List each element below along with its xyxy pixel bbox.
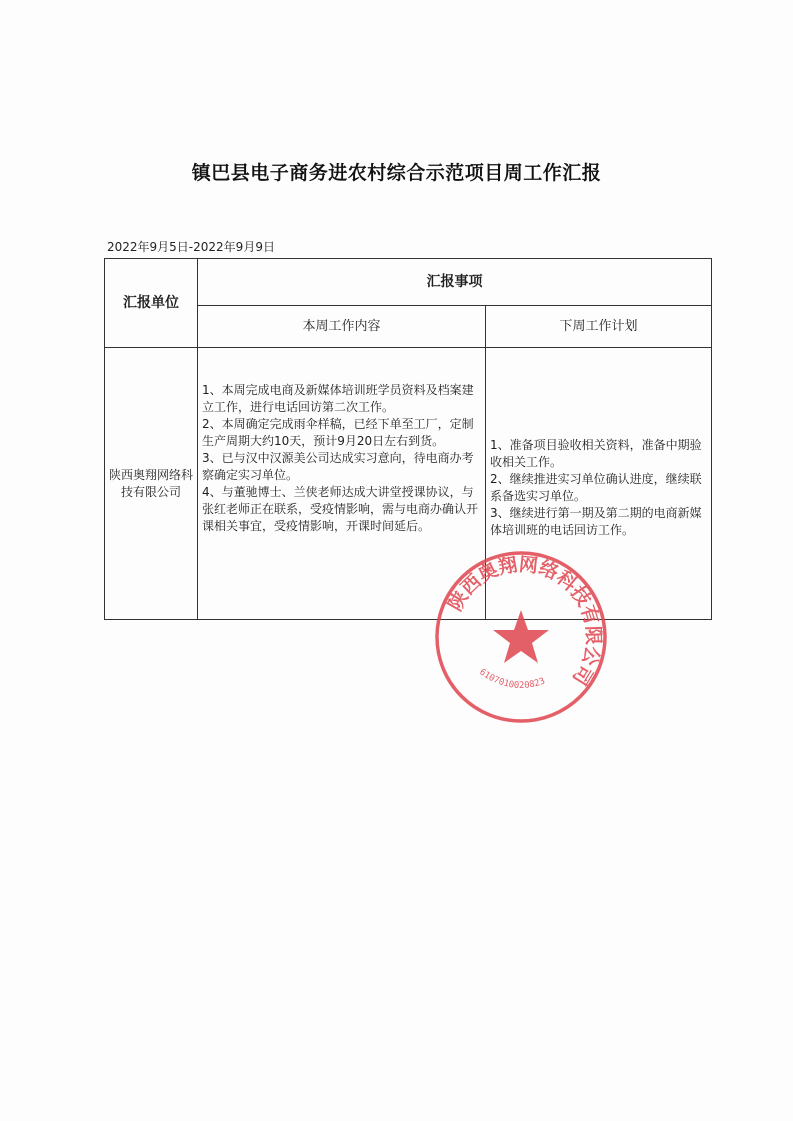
list-item: 1、本周完成电商及新媒体培训班学员资料及档案建立工作，进行电话回访第二次工作。 [202, 383, 474, 414]
reporting-unit-name: 陕西奥翔网络科技有限公司 [108, 467, 193, 499]
company-seal-stamp [432, 548, 610, 726]
report-table [104, 258, 712, 620]
list-item: 1、准备项目验收相关资料，准备中期验收相关工作。 [490, 438, 702, 469]
svg-text:6107010020823: 6107010020823 [477, 667, 547, 692]
list-item: 2、本周确定完成雨伞样稿，已经下单至工厂，定制生产周期大约10天，预计9月20日左右到货。 [202, 417, 474, 448]
list-item: 3、继续进行第一期及第二期的电商新媒体培训班的电话回访工作。 [490, 506, 702, 537]
this-week-column-header: 本周工作内容 [302, 319, 381, 334]
list-item: 4、与董驰博士、兰侠老师达成大讲堂授课协议，与张红老师正在联系，受疫情影响，需与电商办确认开课相关事宜，受疫情影响，开课时间延后。 [202, 485, 479, 533]
next-week-column-header: 下周工作计划 [559, 319, 638, 334]
document-title: 镇巴县电子商务进农村综合示范项目周工作汇报 [191, 162, 602, 184]
svg-text:陕西奥翔网络科技有限公司: 陕西奥翔网络科技有限公司 [444, 553, 605, 689]
next-week-content [486, 437, 711, 539]
unit-column-header: 汇报单位 [123, 294, 179, 311]
this-week-content [198, 382, 485, 535]
date-range: 2022年9月5日-2022年9月9日 [107, 240, 275, 254]
list-item: 2、继续推进实习单位确认进度，继续联系备选实习单位。 [490, 472, 702, 503]
list-item: 3、已与汉中汉源美公司达成实习意向，待电商办考察确定实习单位。 [202, 451, 474, 482]
matters-column-header: 汇报事项 [426, 273, 483, 290]
